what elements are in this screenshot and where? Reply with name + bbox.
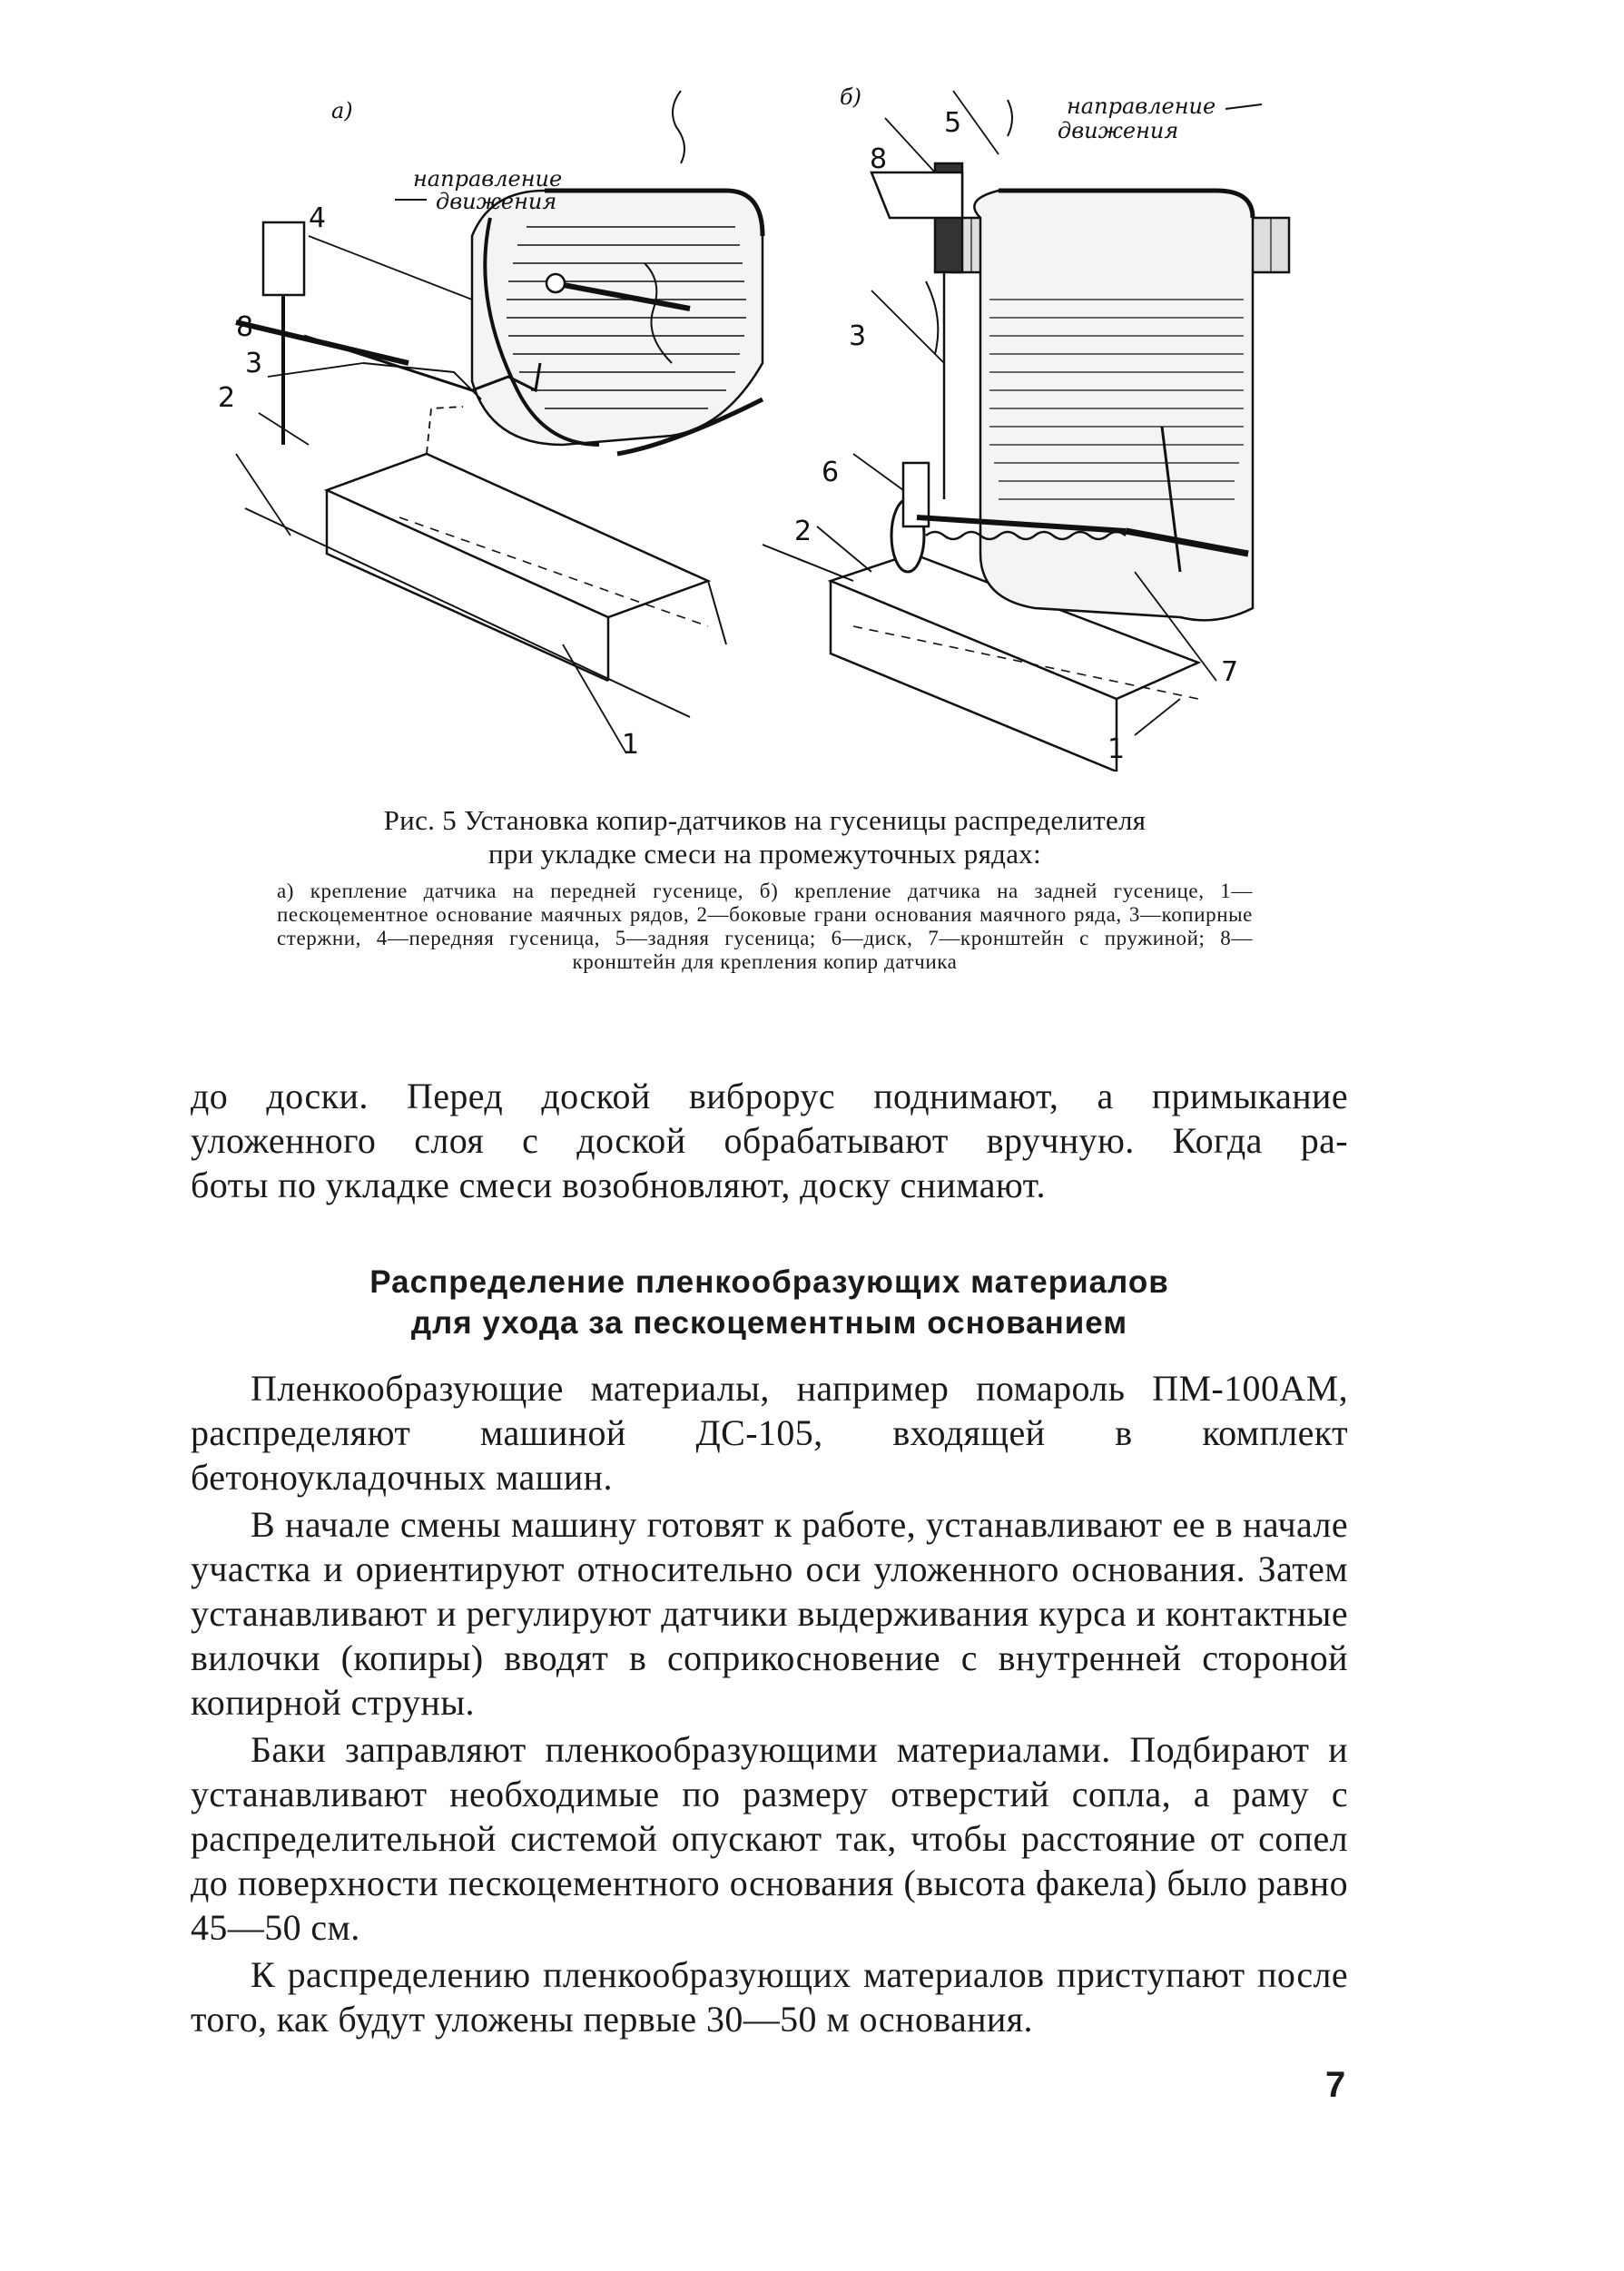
section-heading-line-2: для ухода за пескоцементным основанием [410, 1305, 1128, 1341]
label-a-8: 8 [236, 311, 254, 343]
direction-b-text-1: направление [1067, 93, 1216, 119]
label-b-1: 1 [1107, 733, 1126, 765]
panel-a-label: а) [331, 98, 353, 123]
label-b-3: 3 [849, 320, 867, 352]
label-a-2: 2 [218, 382, 236, 414]
caption-legend: а) крепление датчика на передней гусенице, б) крепление датчика на задней гусенице, 1—пескоцементное основание маячных рядов, 2—боковые грани основания маячного ряда, 3—копирные стержни, 4—передняя гусеница, 5—задняя гусеница; 6—диск, 7—кронштейн с пружиной; 8—кронштейн для крепления копир датчика [277, 880, 1253, 973]
direction-a-text-2: движения [436, 189, 557, 214]
section-body [191, 1366, 1348, 2044]
label-b-6: 6 [822, 457, 840, 488]
figure-caption [277, 803, 1253, 974]
direction-a-text-1: направление [413, 166, 563, 192]
caption-title [277, 803, 1253, 870]
label-b-7: 7 [1221, 656, 1239, 688]
panel-b-drawing [763, 91, 1289, 772]
label-b-5: 5 [944, 107, 962, 139]
label-a-1: 1 [622, 729, 640, 761]
continuation-line-1: до доски. Перед доской виброрус поднимают, а примыкание [191, 1076, 1348, 1116]
label-a-3: 3 [245, 348, 263, 379]
caption-title-line-1: Рис. 5 Установка копир-датчиков на гусеницы распределителя [383, 804, 1147, 836]
label-a-4: 4 [309, 202, 327, 234]
paragraph-1: Пленкообразующие материалы, например помароль ПМ-100АМ, распределяют машиной ДС-105, входящей в комплект бетоноукладочных машин. [191, 1368, 1348, 1498]
section-heading-line-1: Распределение пленкообразующих материалов [369, 1264, 1169, 1300]
paragraph-3: Баки заправляют пленкообразующими материалами. Подбирают и устанавливают необходимые по размеру отверстий сопла, а раму с распределительной системой опускают так, чтобы расстояние от сопел до поверхности пескоцементного основания (высота факела) было равно 45—50 см. [191, 1729, 1348, 1948]
direction-b-text-2: движения [1058, 118, 1179, 143]
paragraph-2: В начале смены машину готовят к работе, устанавливают ее в начале участка и ориентируют относительно оси уложенного основания. Затем устанавливают и регулируют датчики выдерживания курса и контактные вилочки (копиры) вводят в соприкосновение с внутренней стороной копирной струны. [191, 1504, 1348, 1723]
continuation-line-3: боты по укладке смеси возобновляют, доску снимают. [191, 1165, 1046, 1205]
technical-drawing [218, 64, 1307, 772]
section-heading [236, 1262, 1303, 1343]
label-b-2: 2 [794, 516, 812, 547]
caption-title-line-2: при укладке смеси на промежуточных рядах: [488, 838, 1041, 870]
continuation-paragraph [191, 1074, 1348, 1207]
direction-b-arrow [1225, 104, 1262, 109]
continuation-line-2: уложенного слоя с доской обрабатывают вручную. Когда ра- [191, 1120, 1348, 1161]
page-number: 7 [1325, 2065, 1346, 2105]
label-b-8: 8 [870, 143, 888, 175]
paragraph-4: К распределению пленкообразующих материалов приступают после того, как будут уложены первые 30—50 м основания. [191, 1954, 1348, 2040]
panel-b-label: б) [840, 84, 862, 110]
figure-5 [218, 64, 1307, 772]
